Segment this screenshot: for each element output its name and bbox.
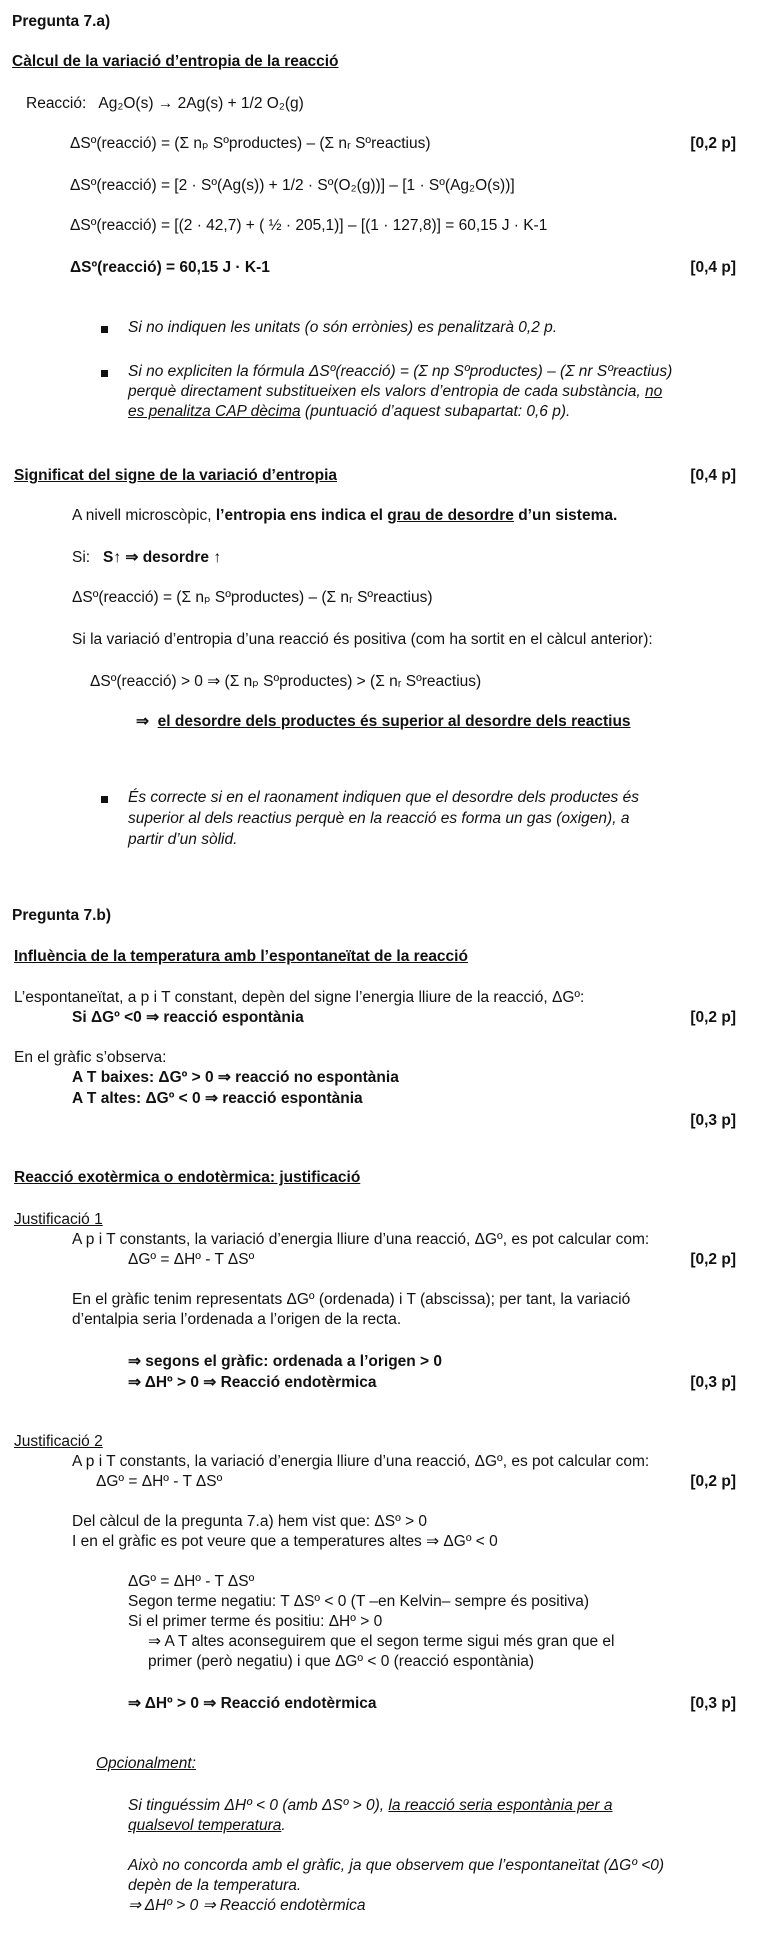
points-badge: [0,3 p] [690,1695,736,1712]
optional-title: Opcionalment: [96,1755,196,1772]
optional-line1 [128,1796,612,1816]
entropy-formula-2: ΔSº(reacció) = (Σ nₚ Sºproductes) – (Σ nᵣ Sºreactius) [72,589,433,606]
section-title-sign: Significat del signe de la variació d’entropia [14,467,338,484]
points-badge: [0,3 p] [690,1112,736,1129]
section-title-entropy-calc: Càlcul de la variació d’entropia de la reacció [12,53,339,70]
low-temperature: A T baixes: ΔGº > 0 ⇒ reacció no espontània [72,1069,399,1086]
entropy-result: ΔSº(reacció) = 60,15 J · K-1 [70,259,270,276]
note-formula-l3 [128,402,570,422]
si-label: Si: [72,549,91,566]
note-formula-l1: Si no expliciten la fórmula ΔSº(reacció) = (Σ np Sºproductes) – (Σ nr Sºreactius) [128,363,673,380]
points-badge: [0,4 p] [690,259,736,276]
just2-line3: I en el gràfic es pot veure que a temperatures altes ⇒ ΔGº < 0 [72,1533,498,1550]
micro-b: l’entropia ens indica el [215,507,383,524]
just2-conclusion: ⇒ ΔHº > 0 ⇒ Reacció endotèrmica [128,1695,377,1712]
reaction-equation: Ag₂O(s) → 2Ag(s) + 1/2 O₂(g) [98,95,304,112]
conclusion-line [136,712,631,732]
just1-conclusion1: ⇒ segons el gràfic: ordenada a l’origen > 0 [128,1353,443,1370]
just2-line7: ⇒ A T altes aconseguirem que el segon terme sigui més gran que el [148,1633,615,1650]
graph-observation: En el gràfic s’observa: [14,1049,167,1066]
just2-formula: ΔGº = ΔHº - T ΔSº [96,1473,223,1490]
just2-line2: Del càlcul de la pregunta 7.a) hem vist que: ΔSº > 0 [72,1513,428,1530]
points-badge: [0,2 p] [690,1473,736,1490]
just2-line1: A p i T constants, la variació d’energia lliure d’una reacció, ΔGº, es pot calcular com: [72,1453,650,1470]
optional-line2: qualsevol temperatura. [128,1817,286,1834]
note-formula-l2-underline: no [644,383,663,400]
note-gas-l1: És correcte si en el raonament indiquen que el desordre dels productes és [128,789,639,806]
optional-line1b: la reacció seria espontània per a [388,1797,613,1814]
points-badge: [0,2 p] [690,1009,736,1026]
positive-inequality: ΔSº(reacció) > 0 ⇒ (Σ nₚ Sºproductes) > (Σ nᵣ Sºreactius) [90,673,482,690]
optional-line5: ⇒ ΔHº > 0 ⇒ Reacció endotèrmica [128,1897,366,1914]
just2-line6: Si el primer terme és positiu: ΔHº > 0 [128,1613,383,1630]
just1-conclusion2: ⇒ ΔHº > 0 ⇒ Reacció endotèrmica [128,1374,377,1391]
points-badge: [0,2 p] [690,135,736,152]
conclusion-text: el desordre dels productes és superior al desordre dels reactius [157,713,631,730]
bullet-icon [101,326,108,333]
bullet-icon [101,370,108,377]
micro-a: A nivell microscòpic, [72,507,212,524]
just2-line5: Segon terme negatiu: T ΔSº < 0 (T –en Kelvin– sempre és positiva) [128,1593,590,1610]
optional-line1a: Si tinguéssim ΔHº < 0 (amb ΔSº > 0), [128,1797,385,1814]
justification-1-title: Justificació 1 [14,1211,103,1228]
just1-line1: A p i T constants, la variació d’energia lliure d’una reacció, ΔGº, es pot calcular com: [72,1231,650,1248]
section-title-temperature: Influència de la temperatura amb l’espontaneïtat de la reacció [14,948,468,965]
entropy-formula: ΔSº(reacció) = (Σ nₚ Sºproductes) – (Σ nᵣ Sºreactius) [70,135,431,152]
optional-line4: depèn de la temperatura. [128,1877,302,1894]
si-line [72,548,221,568]
note-formula-l2-text: perquè directament substitueixen els valors d’entropia de cada substància, [128,383,641,400]
points-badge: [0,3 p] [690,1374,736,1391]
section-title-exo-endo: Reacció exotèrmica o endotèrmica: justificació [14,1169,361,1186]
just2-line4: ΔGº = ΔHº - T ΔSº [128,1573,255,1590]
note-formula-l3-underline: es penalitza CAP dècima [128,403,301,420]
note-formula-l2 [128,382,662,402]
micro-c: grau de desordre [387,507,514,524]
points-badge: [0,2 p] [690,1251,736,1268]
entropy-substitution: ΔSº(reacció) = [2 · Sº(Ag(s)) + 1/2 · Sº(O₂(g))] – [1 · Sº(Ag₂O(s))] [70,177,515,194]
implies-icon: ⇒ [136,713,149,730]
note-gas-l3: partir d’un sòlid. [128,831,238,848]
spontaneity-text: L’espontaneïtat, a p i T constant, depèn del signe l’energia lliure de la reacció, ΔGº: [14,989,585,1006]
reaction-label: Reacció: [26,95,87,112]
bullet-icon [101,796,108,803]
microscopic-line [72,506,617,526]
note-units: Si no indiquen les unitats (o són errònies) es penalitzarà 0,2 p. [128,319,558,336]
entropy-numeric: ΔSº(reacció) = [(2 · 42,7) + ( ½ · 205,1)] – [(1 · 127,8)] = 60,15 J · K-1 [70,217,548,234]
just1-line3: d’entalpia seria l’ordenada a l’origen de la recta. [72,1311,402,1328]
heading-q7a: Pregunta 7.a) [12,13,111,30]
heading-q7b: Pregunta 7.b) [12,907,112,924]
micro-d: d’un sistema. [518,507,618,524]
just2-line8: primer (però negatiu) i que ΔGº < 0 (reacció espontània) [148,1653,535,1670]
just1-formula: ΔGº = ΔHº - T ΔSº [128,1251,255,1268]
positive-text: Si la variació d’entropia d’una reacció és positiva (com ha sortit en el càlcul anterior): [72,631,653,648]
points-badge: [0,4 p] [690,467,736,484]
si-expression: S↑ ⇒ desordre ↑ [103,549,222,566]
high-temperature: A T altes: ΔGº < 0 ⇒ reacció espontània [72,1090,363,1107]
reaction-line [26,94,304,114]
note-gas-l2: superior al dels reactius perquè en la reacció es forma un gas (oxigen), a [128,810,630,827]
justification-2-title: Justificació 2 [14,1433,103,1450]
note-formula-l3-text: (puntuació d’aquest subapartat: 0,6 p). [304,403,571,420]
optional-line3: Això no concorda amb el gràfic, ja que observem que l’espontaneïtat (ΔGº <0) [128,1857,665,1874]
just1-line2: En el gràfic tenim representats ΔGº (ordenada) i T (abscissa); per tant, la variació [72,1291,631,1308]
optional-line2-underline: qualsevol temperatura [128,1817,282,1834]
spontaneity-rule: Si ΔGº <0 ⇒ reacció espontània [72,1009,304,1026]
